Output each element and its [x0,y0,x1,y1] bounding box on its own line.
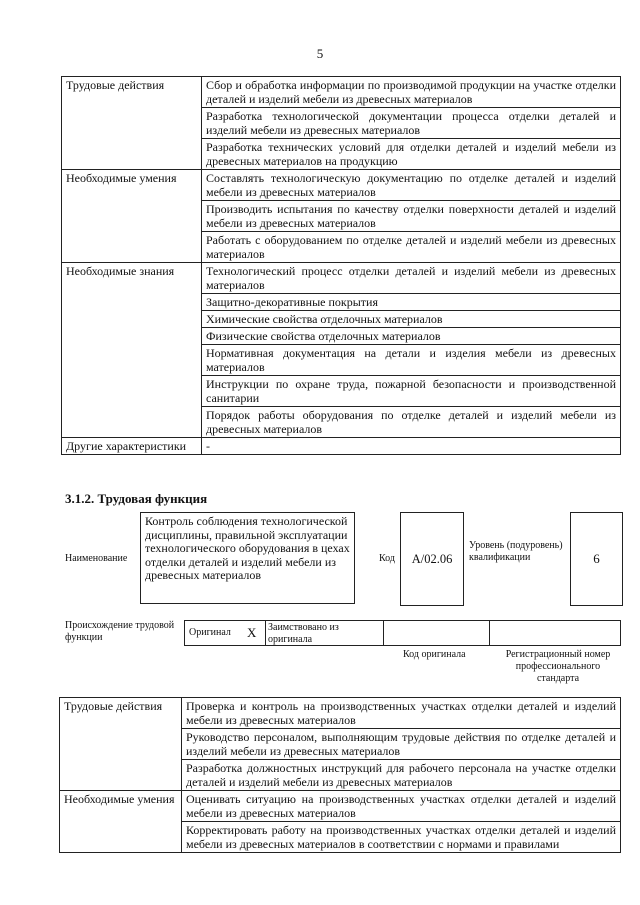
row-item: Разработка должностных инструкций для рабочего персонала на участке отделки деталей и изделий мебели из древесных материалов [182,760,621,791]
row-item: Работать с оборудованием по отделке деталей и изделий мебели из древесных материалов [202,232,621,263]
page-number: 5 [316,46,324,61]
table-row [62,438,621,455]
row-item: Составлять технологическую документацию по отделке деталей и изделий мебели из древесных материалов [202,170,621,201]
qualification-level-box: 6 [570,512,623,606]
row-item: Порядок работы оборудования по отделке деталей и изделий мебели из древесных материалов [202,407,621,438]
row-item: Проверка и контроль на производственных участках отделки деталей и изделий мебели из древесных материалов [182,698,621,729]
table-row [60,791,621,822]
row-item: Разработка технологической документации процесса отделки деталей и изделий мебели из древесных материалов [202,108,621,139]
row-item: Нормативная документация на детали и изделия мебели из древесных материалов [202,345,621,376]
table-row [62,263,621,294]
row-group-label: Трудовые действия [60,698,182,791]
row-group-label: Необходимые умения [62,170,202,263]
row-item: Сбор и обработка информации по производимой продукции на участке отделки деталей и изделий мебели из древесных материалов [202,77,621,108]
row-item: Физические свойства отделочных материалов [202,328,621,345]
row-item: Химические свойства отделочных материалов [202,311,621,328]
row-group-label: Необходимые умения [60,791,182,853]
code-label: Код [379,553,395,564]
borrowed-label: Заимствовано из оригинала [268,622,339,645]
table-row [62,77,621,108]
origin-label: Происхождение трудовой функции [65,620,175,643]
row-item: Производить испытания по качеству отделки поверхности деталей и изделий мебели из древесных материалов [202,201,621,232]
name-label: Наименование [65,553,128,564]
table-row [60,698,621,729]
code-original-label: Код оригинала [403,649,466,660]
function-name-box: Контроль соблюдения технологической дисциплины, правильной эксплуатации технологического оборудования в цехах отделки деталей и изделий мебели из древесных материалов [140,512,355,604]
reg-number-label: Регистрационный номер профессионального стандарта [505,649,611,684]
row-group-label: Трудовые действия [62,77,202,170]
row-group-label: Другие характеристики [62,438,202,455]
function-code-box: A/02.06 [400,512,464,606]
table-row [62,170,621,201]
row-item: - [202,438,621,455]
labor-function-table-2 [59,697,621,853]
level-label: Уровень (подуровень) квалификации [469,540,563,563]
original-mark: X [247,625,257,640]
row-item: Разработка технических условий для отделки деталей и изделий мебели из древесных материалов на продукцию [202,139,621,170]
row-group-label: Необходимые знания [62,263,202,438]
row-item: Руководство персоналом, выполняющим трудовые действия по отделке деталей и изделий мебели из древесных материалов [182,729,621,760]
original-label: Оригинал [189,627,231,638]
row-item: Технологический процесс отделки деталей и изделий мебели из древесных материалов [202,263,621,294]
row-item: Оценивать ситуацию на производственных участках отделки деталей и изделий мебели из древесных материалов [182,791,621,822]
origin-row [184,620,621,646]
section-title: 3.1.2. Трудовая функция [65,491,208,506]
row-item: Корректировать работу на производственных участках отделки деталей и изделий мебели из древесных материалов в соответствии с нормами и правилами [182,822,621,853]
row-item: Защитно-декоративные покрытия [202,294,621,311]
row-item: Инструкции по охране труда, пожарной безопасности и производственной санитарии [202,376,621,407]
labor-function-table-1 [61,76,621,455]
